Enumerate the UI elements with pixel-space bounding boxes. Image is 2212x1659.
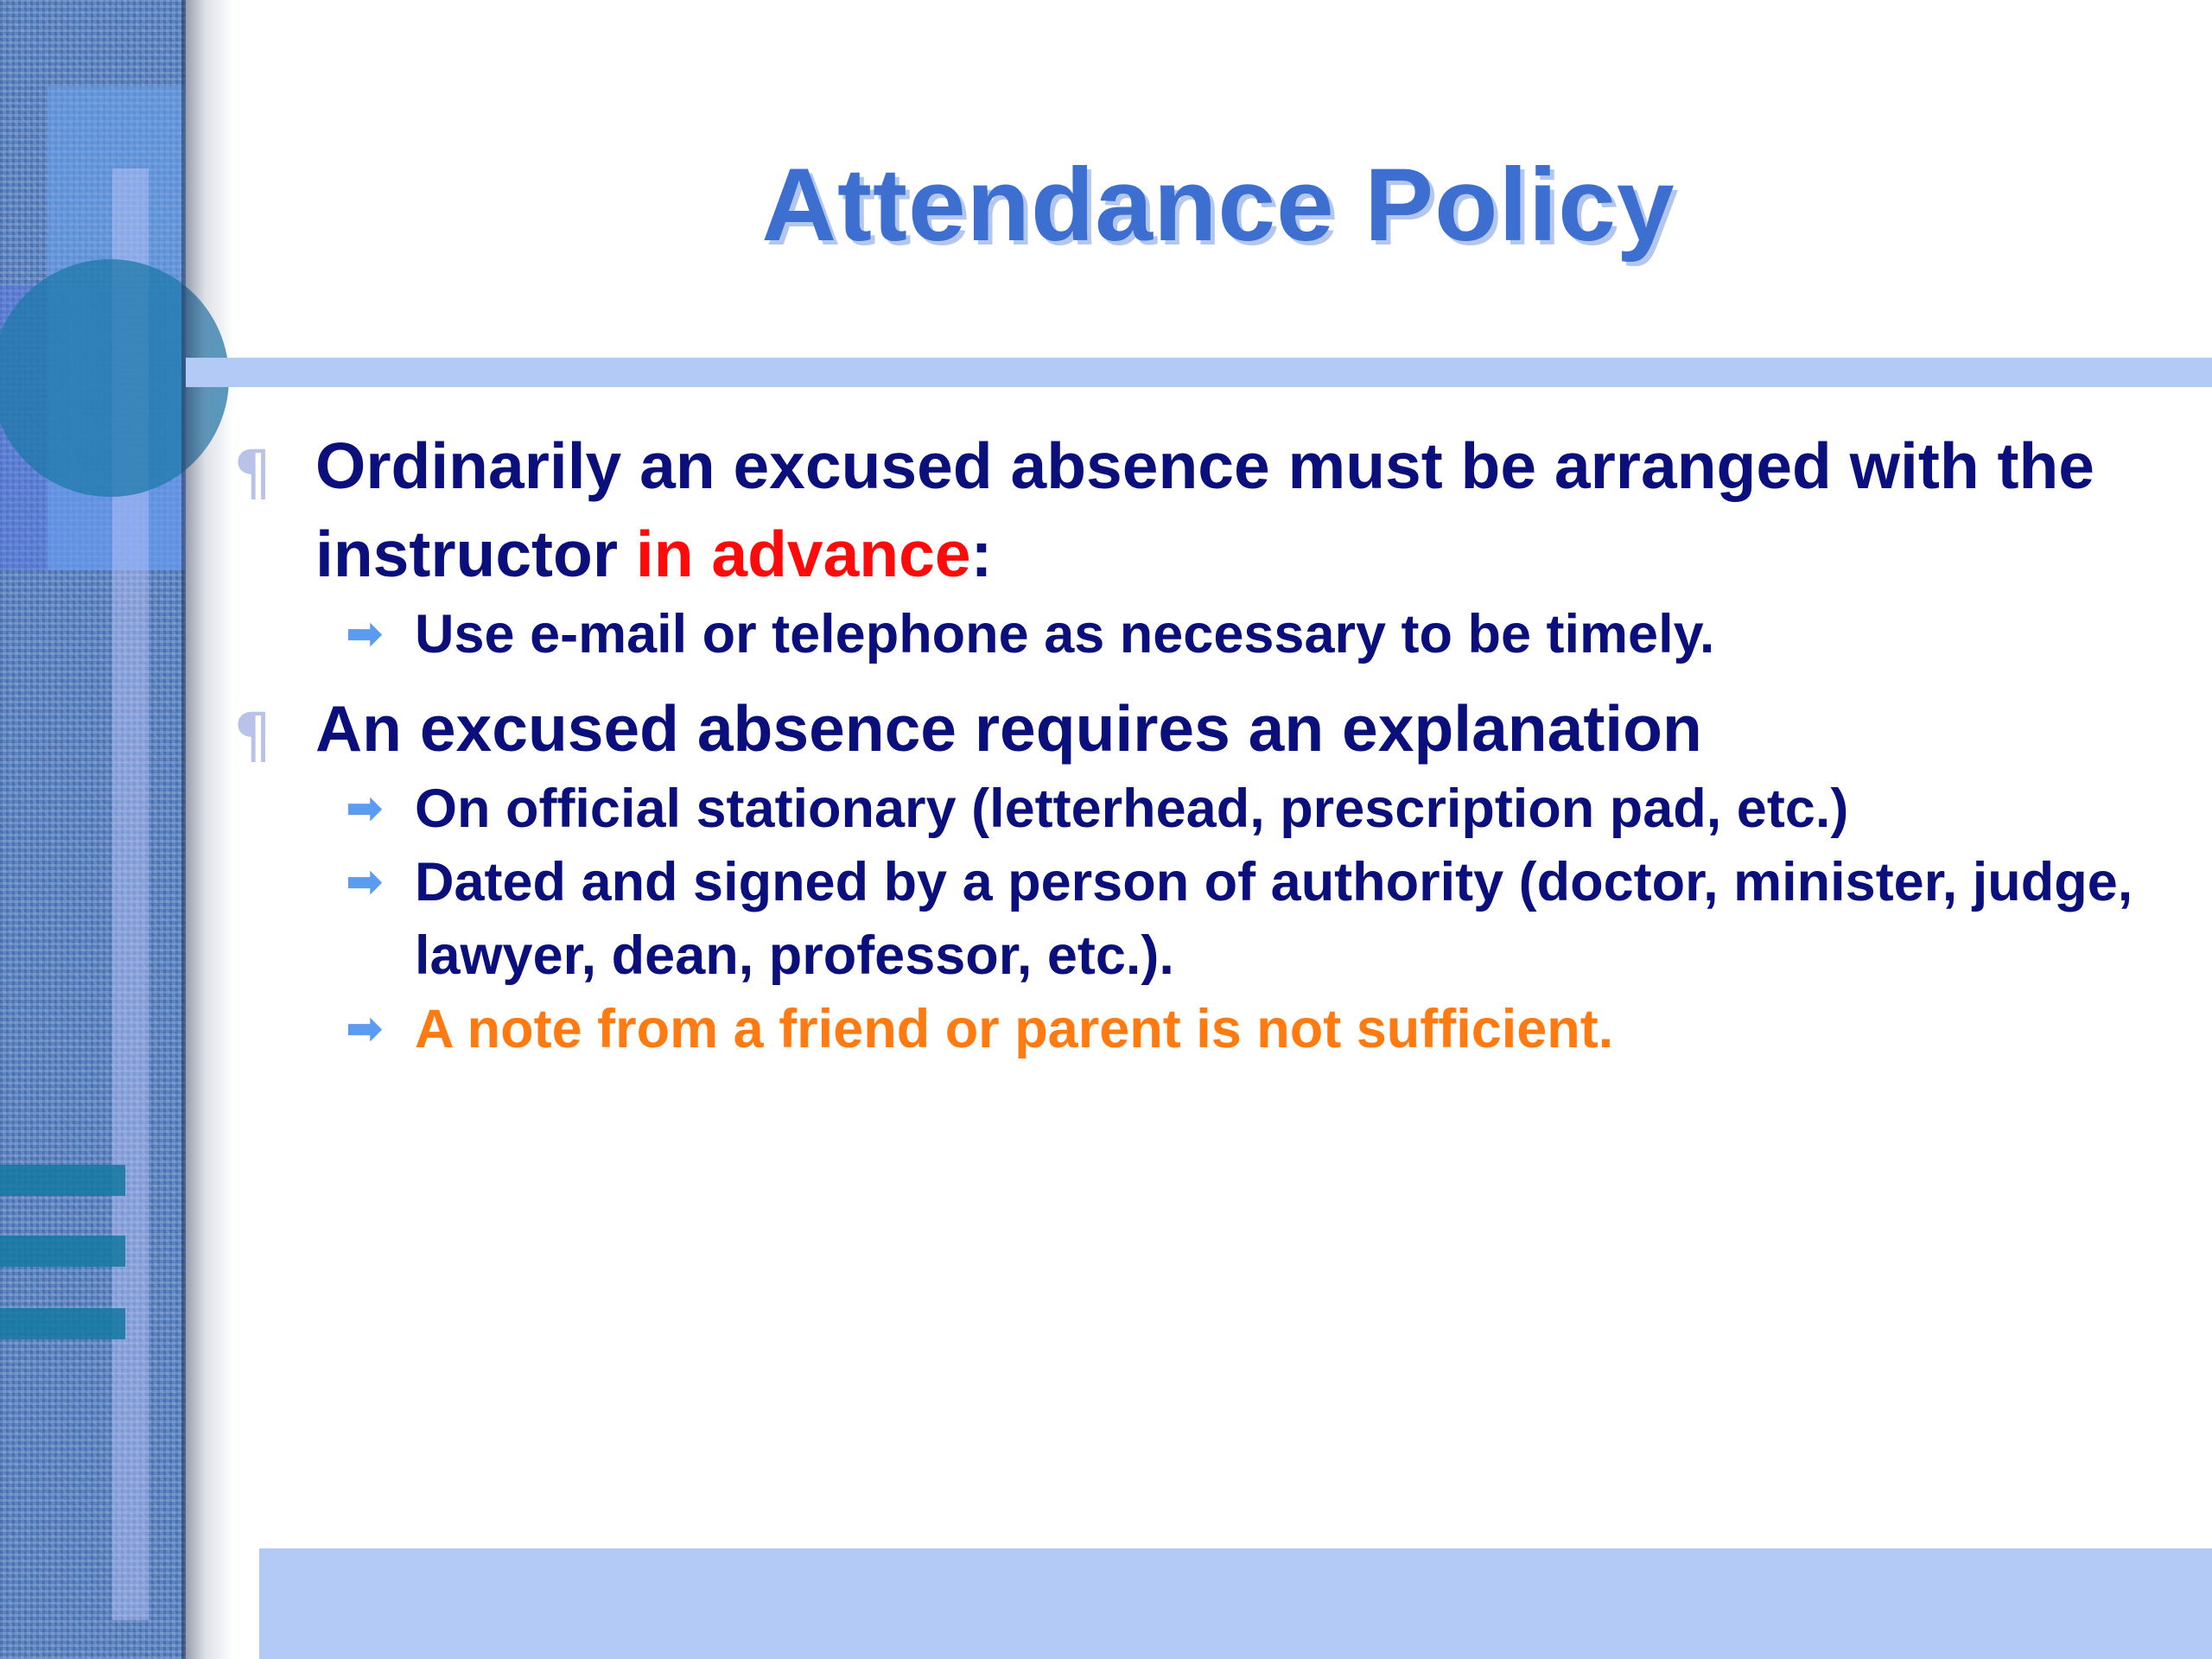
bullet-text: Ordinarily an excused absence must be arranged with the instructor xyxy=(315,429,2094,590)
sub-bullet-text: Use e-mail or telephone as necessary to be timely. xyxy=(415,604,1715,664)
sub-bullet-item xyxy=(233,993,2169,1066)
slide-body xyxy=(233,422,2169,1066)
bullet-highlight-text: in advance xyxy=(635,518,971,590)
decorative-bar xyxy=(0,1308,125,1339)
sub-bullet-warning-text: A note from a friend or parent is not sufficient. xyxy=(415,999,1614,1059)
arrow-bullet-icon: ➡ xyxy=(346,783,384,835)
bullet-item xyxy=(233,684,2169,1066)
bullet-text: An excused absence requires an explanation xyxy=(315,692,1702,765)
arrow-bullet-icon: ➡ xyxy=(346,856,384,908)
footer-bar xyxy=(259,1548,2212,1659)
bullet-item xyxy=(233,422,2169,671)
sub-bullet-item xyxy=(233,772,2169,846)
decorative-bar xyxy=(0,1236,125,1267)
sub-bullet-item xyxy=(233,598,2169,671)
sub-bullet-text: On official stationary (letterhead, prescription pad, etc.) xyxy=(415,779,1849,839)
sub-bullet-item xyxy=(233,846,2169,993)
sub-bullet-text: Dated and signed by a person of authority (doctor, minister, judge, lawyer, dean, professor, etc.). xyxy=(415,852,2133,986)
decorative-shadow xyxy=(181,0,233,1659)
bullet-text-suffix: : xyxy=(970,518,993,590)
title-divider-bar xyxy=(186,358,2212,387)
arrow-bullet-icon: ➡ xyxy=(346,1003,384,1055)
pilcrow-bullet-icon: ¶ xyxy=(233,700,272,771)
slide-title: Attendance Policy xyxy=(761,147,1675,263)
arrow-bullet-icon: ➡ xyxy=(346,608,384,660)
decorative-bar xyxy=(0,1165,125,1196)
pilcrow-bullet-icon: ¶ xyxy=(233,437,272,508)
